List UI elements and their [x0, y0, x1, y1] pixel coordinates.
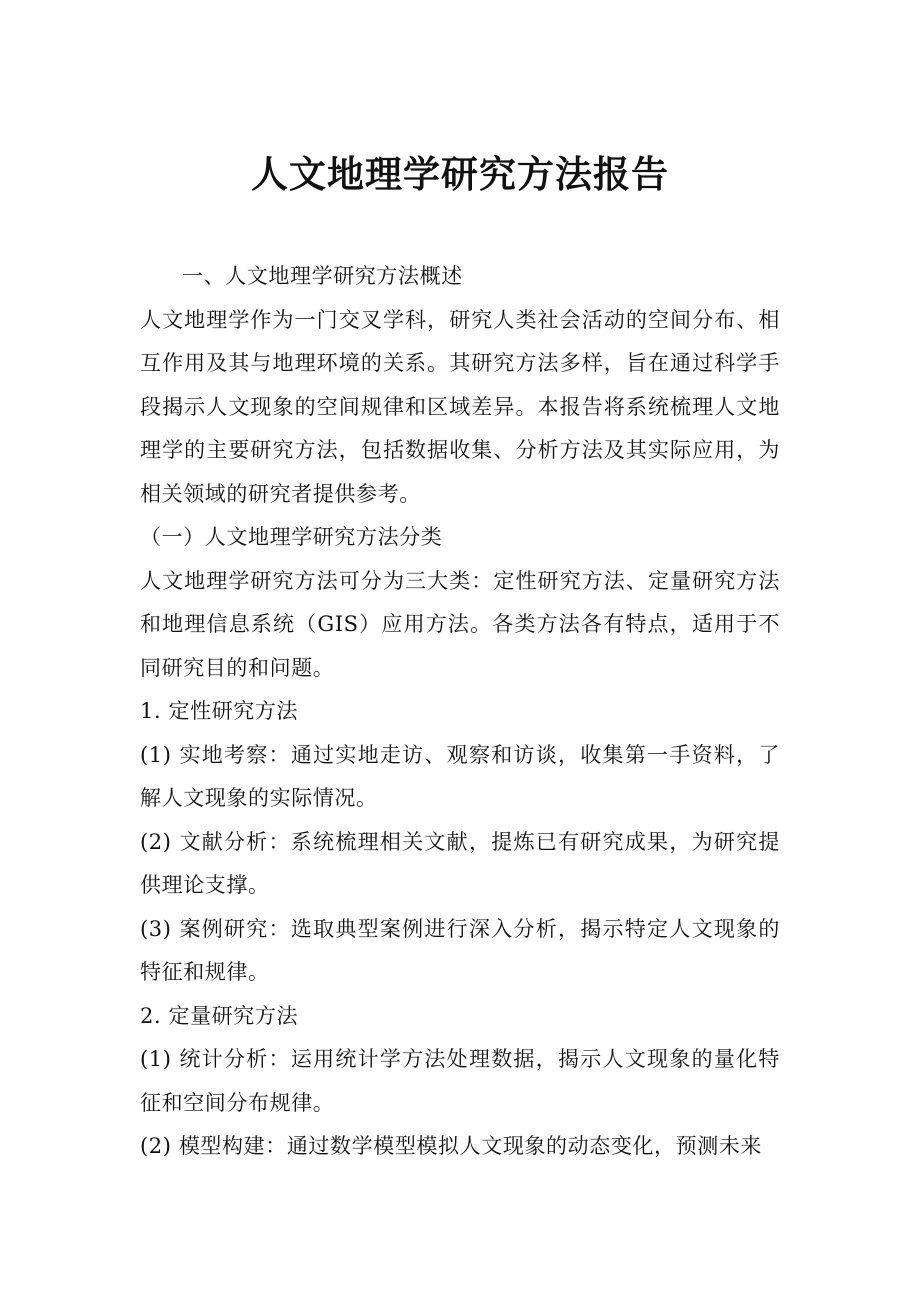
paragraph-intro: 人文地理学作为一门交叉学科，研究人类社会活动的空间分布、相互作用及其与地理环境的关系。其研究方法多样，旨在通过科学手段揭示人文现象的空间规律和区域差异。本报告将系统梳理人文地理学的主要研究方法，包括数据收集、分析方法及其实际应用，为相关领域的研究者提供参考。 [140, 307, 780, 506]
list-item-literature-analysis: (2) 文献分析：系统梳理相关文献，提炼已有研究成果，为研究提供理论支撑。 [140, 829, 780, 897]
list-item-model-building: (2) 模型构建：通过数学模型模拟人文现象的动态变化，预测未来 [140, 1134, 763, 1158]
paragraph-classification: 人文地理学研究方法可分为三大类：定性研究方法、定量研究方法和地理信息系统（GIS）应用方法。各类方法各有特点，适用于不同研究目的和问题。 [140, 568, 780, 680]
list-item-field-survey: (1) 实地考察：通过实地走访、观察和访谈，收集第一手资料，了解人文现象的实际情况。 [140, 742, 780, 810]
document-body [140, 255, 780, 1169]
list-heading-quantitative: 2. 定量研究方法 [140, 1003, 299, 1028]
list-item-case-study: (3) 案例研究：选取典型案例进行深入分析，揭示特定人文现象的特征和规律。 [140, 916, 780, 984]
document-title: 人文地理学研究方法报告 [251, 152, 669, 196]
list-heading-qualitative: 1. 定性研究方法 [140, 699, 299, 723]
list-item-statistical-analysis: (1) 统计分析：运用统计学方法处理数据，揭示人文现象的量化特征和空间分布规律。 [140, 1047, 780, 1115]
subsection-heading-classification: （一）人文地理学研究方法分类 [140, 525, 443, 549]
section-heading-overview: 一、人文地理学研究方法概述 [182, 264, 463, 288]
